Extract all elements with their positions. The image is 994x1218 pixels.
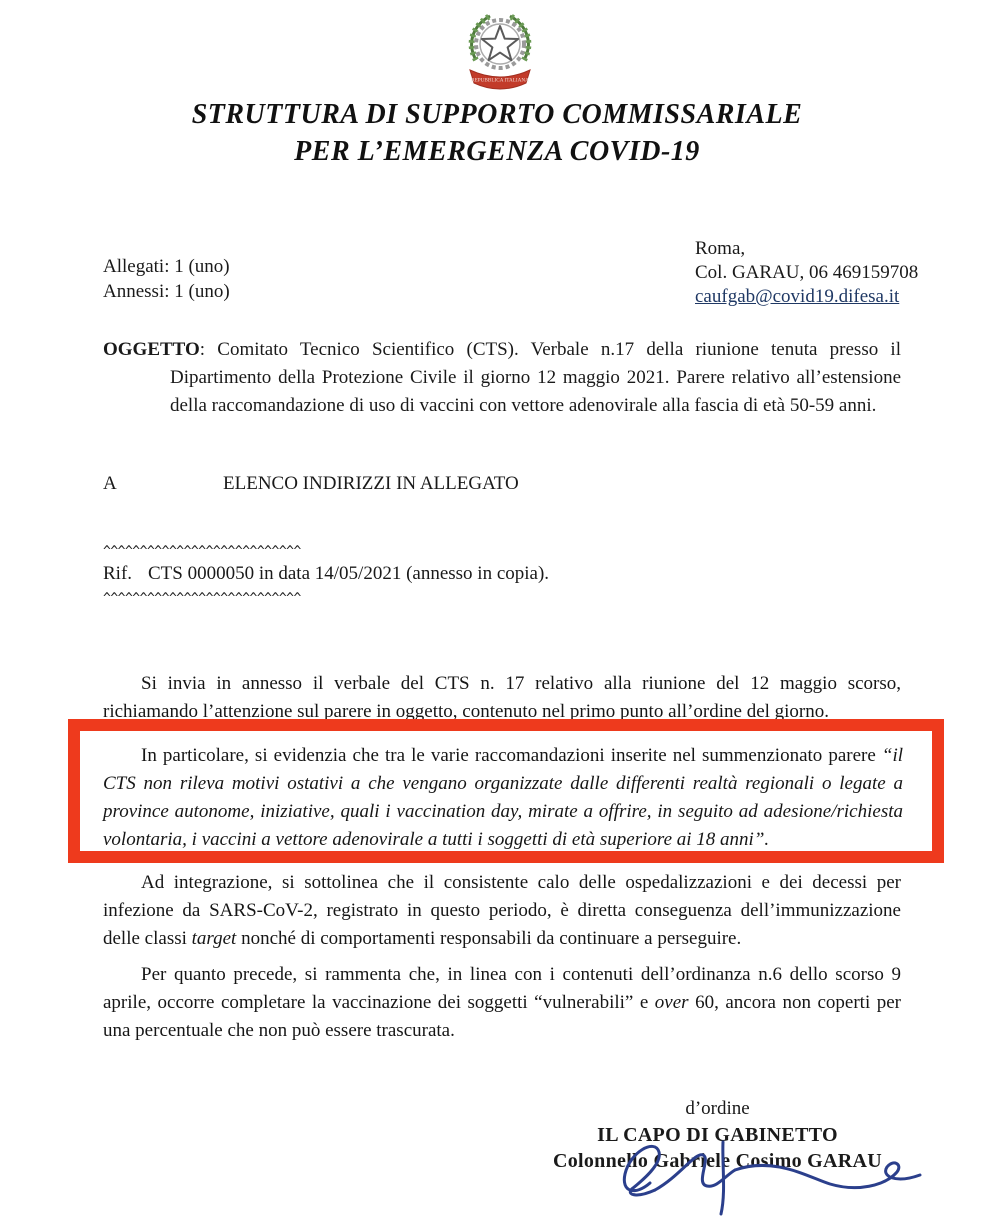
signature-role: IL CAPO DI GABINETTO (597, 1124, 838, 1146)
recipient-line (103, 473, 803, 495)
annessi-line: Annessi: 1 (uno) (103, 281, 230, 302)
para2-post: nonché di comportamenti responsabili da continuare a perseguire. (236, 928, 742, 949)
sender-contact-block (695, 237, 918, 309)
contact-line: Col. GARAU, 06 469159708 (695, 262, 919, 283)
email-link[interactable]: caufgab@covid19.difesa.it (695, 286, 900, 307)
allegati-line: Allegati: 1 (uno) (103, 256, 230, 277)
reference-line (103, 563, 549, 585)
reference-label: Rif. (103, 563, 133, 584)
city-line: Roma, (695, 238, 746, 259)
reference-squiggle-bottom: ^^^^^^^^^^^^^^^^^^^^^^^^^^^ (103, 591, 301, 606)
highlighted-paragraph (103, 742, 903, 854)
para3-italic: over (654, 992, 689, 1013)
subject-paragraph (103, 336, 901, 420)
attachments-block (103, 254, 230, 304)
para2-italic: target (191, 928, 237, 949)
letterhead-title-line1: STRUTTURA DI SUPPORTO COMMISSARIALE (191, 99, 803, 130)
para2-pre: Ad integrazione, si sottolinea che il consistente calo delle ospedalizzazioni e dei decessi per infezione da SARS-CoV-2, registrato in questo periodo, è diretta conseguenza dell’immunizzazione delle classi (103, 872, 901, 949)
reference-text: CTS 0000050 in data 14/05/2021 (annesso in copia). (148, 563, 550, 584)
ribbon-banner (470, 70, 530, 89)
signature-name: Colonnello Gabriele Cosimo GARAU (552, 1150, 883, 1172)
ribbon-text: REPUBBLICA ITALIANA (471, 77, 529, 84)
reference-squiggle-top: ^^^^^^^^^^^^^^^^^^^^^^^^^^^ (103, 544, 301, 559)
subject-separator: : (199, 339, 218, 360)
highlight-quote: “il CTS non rileva motivi ostativi a che vengano organizzate dalle differenti realtà regionali o legate a province autonome, iniziative, quali i vaccination day, mirate a offrire, in seguito ad adesione/richiesta volontaria, i vaccini a vettore adenovirale a tutti i soggetti di età superiore ai 18 anni”. (103, 745, 903, 850)
letterhead-title (0, 96, 994, 170)
para3-post: 60, ancora non coperti per una percentuale che non può essere trascurata. (103, 992, 902, 1041)
signature-block (490, 1096, 945, 1174)
highlight-intro: In particolare, si evidenzia che tra le varie raccomandazioni inserite nel summenzionato parere (141, 745, 882, 766)
subject-text: Comitato Tecnico Scientifico (CTS). Verbale n.17 della riunione tenuta presso il Dipartimento della Protezione Civile il giorno 12 maggio 2021. Parere relativo all’estensione della raccomandazione di uso di vaccini con vettore adenovirale alla fascia di età 50-59 anni. (170, 339, 901, 416)
para3-pre: Per quanto precede, si rammenta che, in linea con i contenuti dell’ordinanza n.6 dello scorso 9 aprile, occorre completare la vaccinazione dei soggetti “vulnerabili” e (103, 964, 901, 1013)
recipient-value: ELENCO INDIRIZZI IN ALLEGATO (223, 473, 519, 494)
body-paragraph-2 (103, 869, 901, 953)
letterhead-title-line2: PER L’EMERGENZA COVID-19 (294, 136, 700, 167)
recipient-label: A (103, 473, 117, 494)
italy-republic-emblem (460, 8, 540, 94)
signature-dordine: d’ordine (685, 1098, 750, 1119)
body-paragraph-1: Si invia in annesso il verbale del CTS n. 17 relativo alla riunione del 12 maggio scorso, richiamando l’attenzione sul parere in oggetto, contenuto nel primo punto all’ordine del giorno. (103, 673, 901, 722)
subject-label: OGGETTO (103, 339, 200, 360)
highlight-red-box (68, 719, 944, 863)
body-paragraph-3 (103, 961, 901, 1045)
